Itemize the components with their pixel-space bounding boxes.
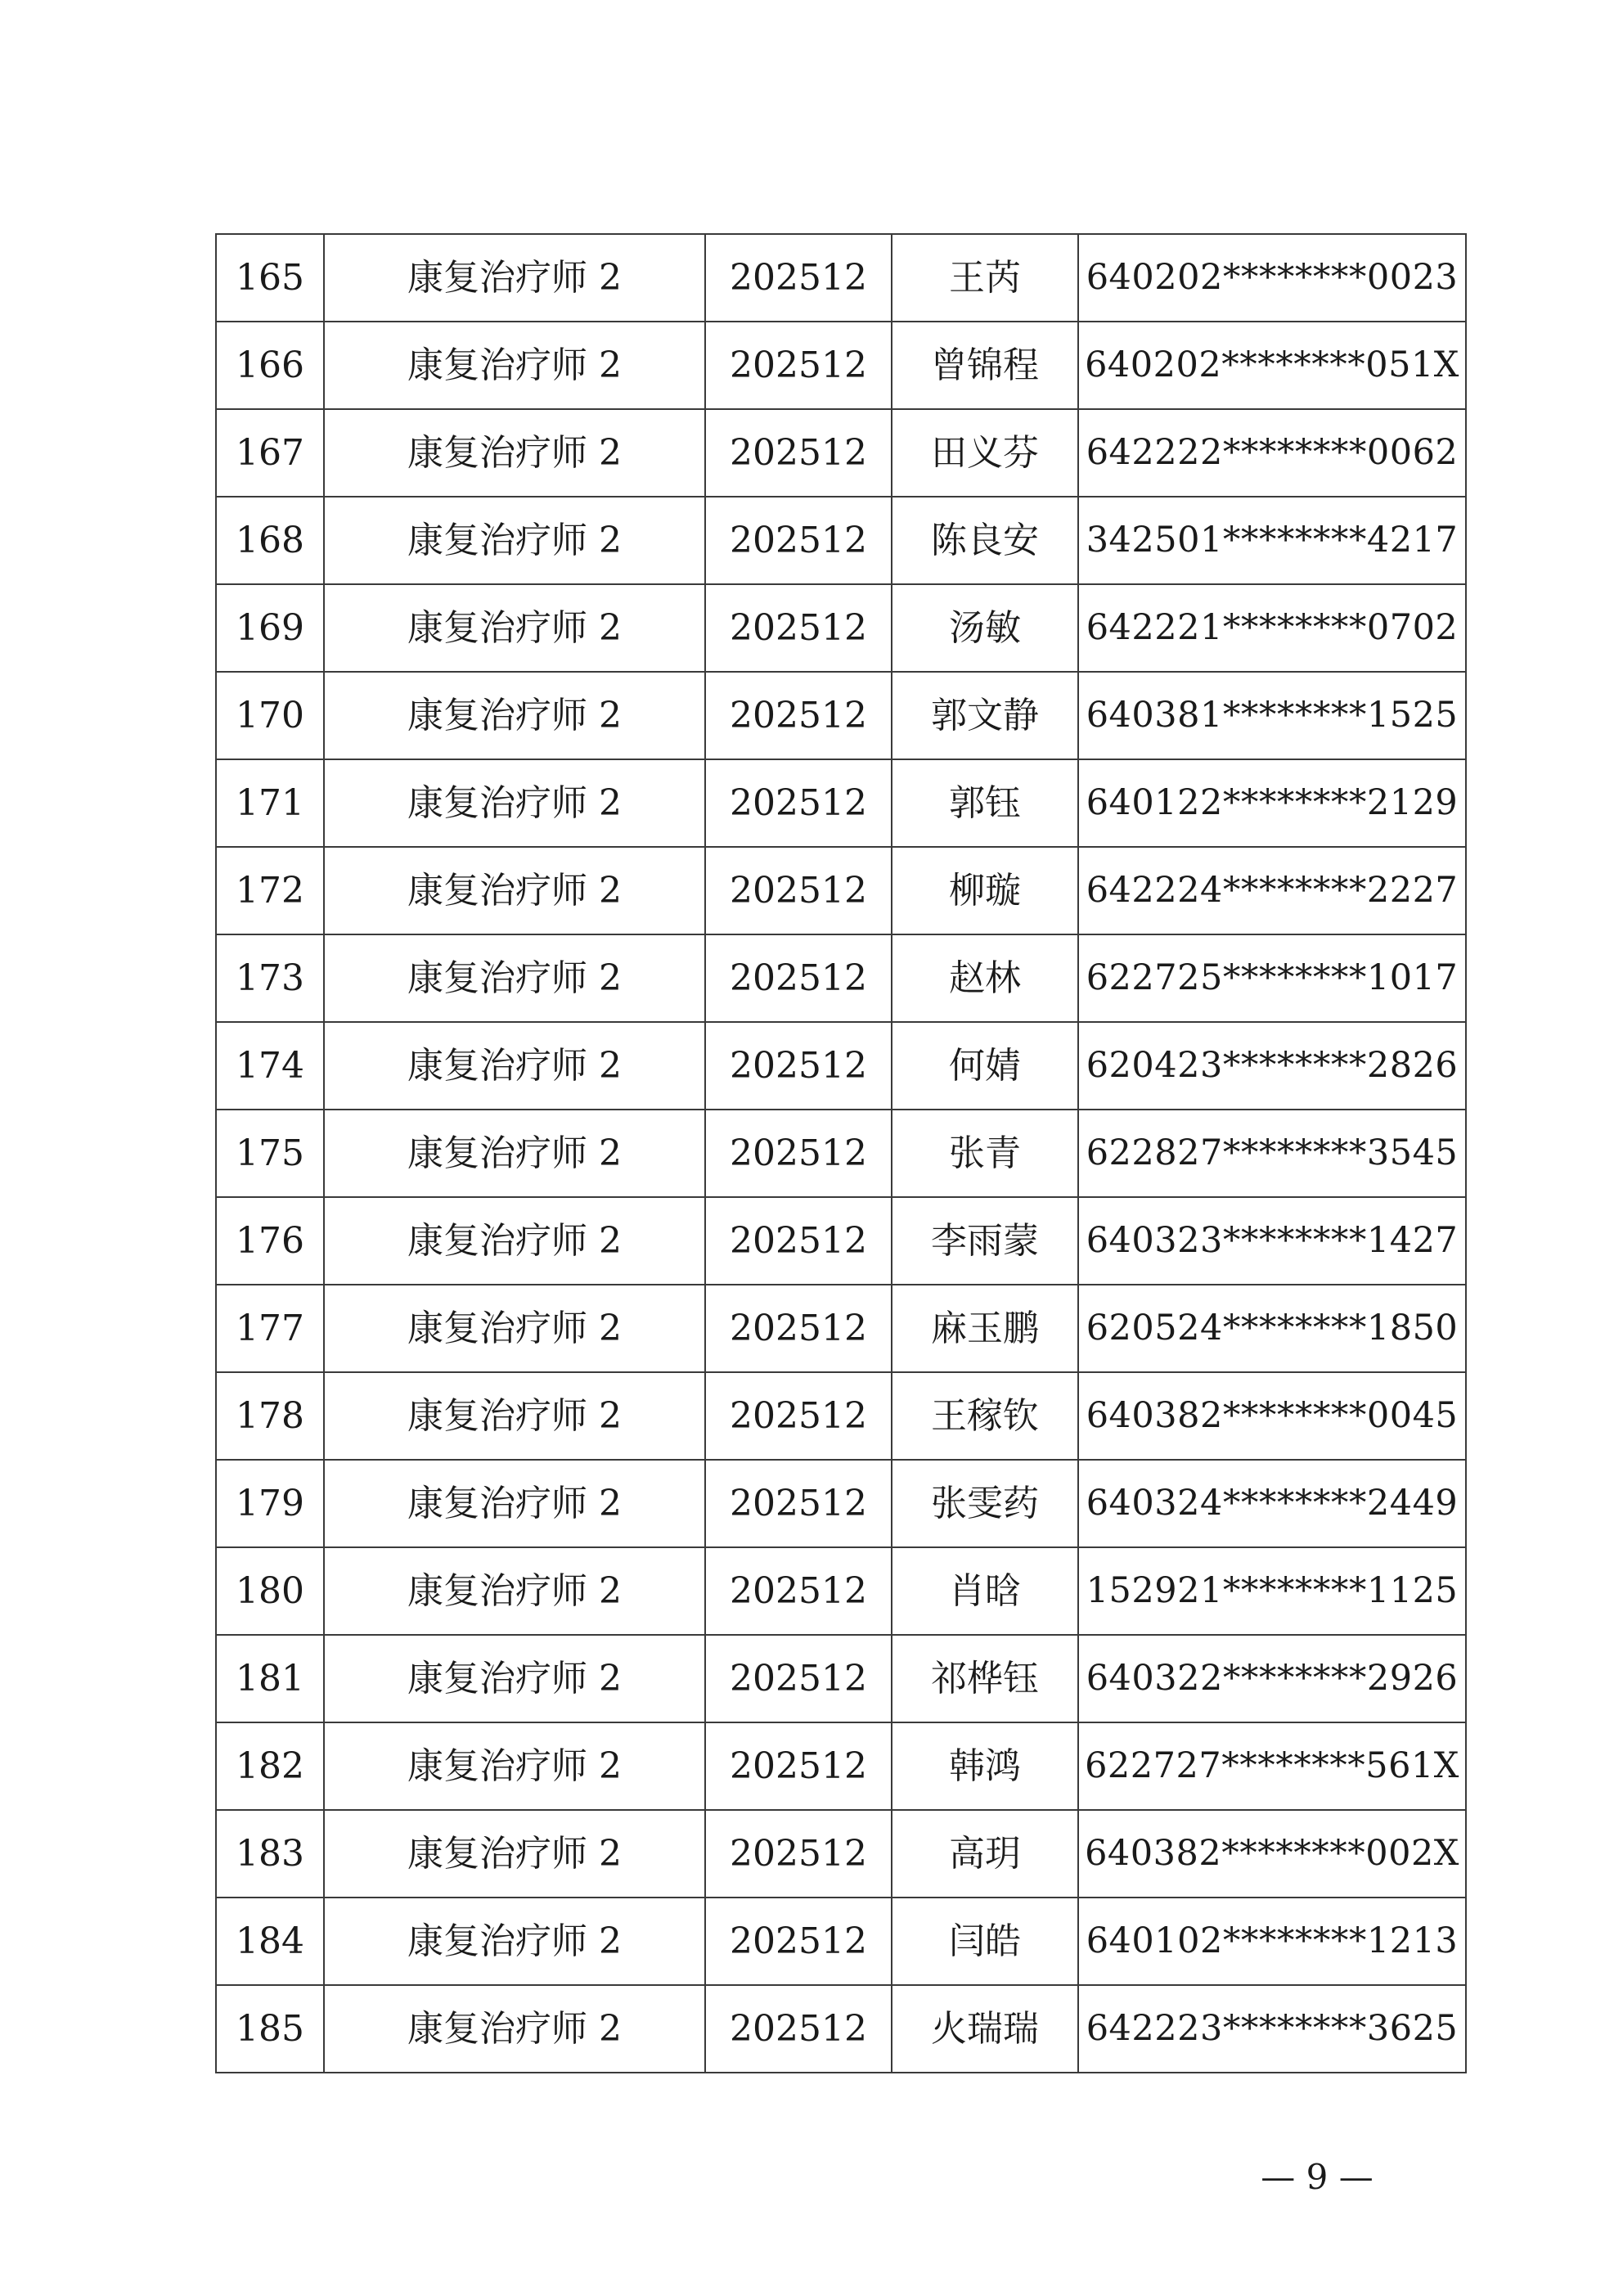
table-row xyxy=(216,234,1466,322)
table-body xyxy=(216,234,1466,2073)
table-row xyxy=(216,759,1466,847)
position-cell: 康复治疗师 2 xyxy=(324,409,705,497)
id-number-cell: 152921********1125 xyxy=(1078,1547,1466,1635)
candidate-name-cell: 韩鸿 xyxy=(892,1722,1078,1810)
id-number-cell: 342501********4217 xyxy=(1078,497,1466,584)
row-number-cell: 182 xyxy=(216,1722,324,1810)
position-code-cell: 202512 xyxy=(705,1898,892,1985)
row-number-cell: 176 xyxy=(216,1197,324,1285)
id-number-cell: 642222********0062 xyxy=(1078,409,1466,497)
id-number-cell: 640382********0045 xyxy=(1078,1372,1466,1460)
position-cell: 康复治疗师 2 xyxy=(324,1722,705,1810)
id-number-cell: 642224********2227 xyxy=(1078,847,1466,934)
candidate-name-cell: 闫皓 xyxy=(892,1898,1078,1985)
position-cell: 康复治疗师 2 xyxy=(324,322,705,409)
table-row xyxy=(216,584,1466,672)
candidate-name-cell: 王稼钦 xyxy=(892,1372,1078,1460)
position-cell: 康复治疗师 2 xyxy=(324,1197,705,1285)
table-row xyxy=(216,1372,1466,1460)
table-row xyxy=(216,1285,1466,1372)
id-number-cell: 640202********051X xyxy=(1078,322,1466,409)
row-number-cell: 183 xyxy=(216,1810,324,1898)
row-number-cell: 178 xyxy=(216,1372,324,1460)
row-number-cell: 170 xyxy=(216,672,324,759)
candidate-name-cell: 张雯药 xyxy=(892,1460,1078,1547)
table-row xyxy=(216,1898,1466,1985)
row-number-cell: 171 xyxy=(216,759,324,847)
table-row xyxy=(216,672,1466,759)
position-cell: 康复治疗师 2 xyxy=(324,584,705,672)
position-code-cell: 202512 xyxy=(705,1722,892,1810)
candidate-name-cell: 柳璇 xyxy=(892,847,1078,934)
table-row xyxy=(216,847,1466,934)
row-number-cell: 177 xyxy=(216,1285,324,1372)
position-code-cell: 202512 xyxy=(705,847,892,934)
position-cell: 康复治疗师 2 xyxy=(324,1285,705,1372)
table-row xyxy=(216,322,1466,409)
position-code-cell: 202512 xyxy=(705,759,892,847)
row-number-cell: 165 xyxy=(216,234,324,322)
id-number-cell: 640324********2449 xyxy=(1078,1460,1466,1547)
candidate-name-cell: 曾锦程 xyxy=(892,322,1078,409)
row-number-cell: 173 xyxy=(216,934,324,1022)
candidate-name-cell: 高玥 xyxy=(892,1810,1078,1898)
row-number-cell: 184 xyxy=(216,1898,324,1985)
table-row xyxy=(216,409,1466,497)
id-number-cell: 620524********1850 xyxy=(1078,1285,1466,1372)
position-code-cell: 202512 xyxy=(705,1372,892,1460)
candidate-name-cell: 陈良安 xyxy=(892,497,1078,584)
position-code-cell: 202512 xyxy=(705,1110,892,1197)
position-code-cell: 202512 xyxy=(705,1197,892,1285)
position-cell: 康复治疗师 2 xyxy=(324,1372,705,1460)
candidate-name-cell: 火瑞瑞 xyxy=(892,1985,1078,2073)
position-cell: 康复治疗师 2 xyxy=(324,1460,705,1547)
table-row xyxy=(216,1110,1466,1197)
position-cell: 康复治疗师 2 xyxy=(324,672,705,759)
position-cell: 康复治疗师 2 xyxy=(324,1898,705,1985)
row-number-cell: 181 xyxy=(216,1635,324,1722)
table-row xyxy=(216,1635,1466,1722)
id-number-cell: 640322********2926 xyxy=(1078,1635,1466,1722)
position-code-cell: 202512 xyxy=(705,584,892,672)
candidate-name-cell: 肖晗 xyxy=(892,1547,1078,1635)
position-code-cell: 202512 xyxy=(705,322,892,409)
candidate-name-cell: 王芮 xyxy=(892,234,1078,322)
candidate-table xyxy=(215,233,1467,2073)
table-row xyxy=(216,934,1466,1022)
position-code-cell: 202512 xyxy=(705,1635,892,1722)
table-row xyxy=(216,1197,1466,1285)
position-code-cell: 202512 xyxy=(705,1985,892,2073)
position-code-cell: 202512 xyxy=(705,1022,892,1110)
id-number-cell: 640102********1213 xyxy=(1078,1898,1466,1985)
position-code-cell: 202512 xyxy=(705,409,892,497)
id-number-cell: 622725********1017 xyxy=(1078,934,1466,1022)
position-cell: 康复治疗师 2 xyxy=(324,1022,705,1110)
candidate-name-cell: 郭钰 xyxy=(892,759,1078,847)
id-number-cell: 622827********3545 xyxy=(1078,1110,1466,1197)
candidate-name-cell: 何婧 xyxy=(892,1022,1078,1110)
position-cell: 康复治疗师 2 xyxy=(324,234,705,322)
id-number-cell: 622727********561X xyxy=(1078,1722,1466,1810)
candidate-name-cell: 郭文静 xyxy=(892,672,1078,759)
id-number-cell: 640202********0023 xyxy=(1078,234,1466,322)
position-code-cell: 202512 xyxy=(705,1810,892,1898)
position-code-cell: 202512 xyxy=(705,934,892,1022)
id-number-cell: 640381********1525 xyxy=(1078,672,1466,759)
position-cell: 康复治疗师 2 xyxy=(324,497,705,584)
position-cell: 康复治疗师 2 xyxy=(324,1810,705,1898)
position-code-cell: 202512 xyxy=(705,1547,892,1635)
table-row xyxy=(216,1022,1466,1110)
row-number-cell: 172 xyxy=(216,847,324,934)
table-row xyxy=(216,1810,1466,1898)
table-row xyxy=(216,497,1466,584)
table-row xyxy=(216,1985,1466,2073)
position-cell: 康复治疗师 2 xyxy=(324,1110,705,1197)
candidate-name-cell: 麻玉鹏 xyxy=(892,1285,1078,1372)
id-number-cell: 640323********1427 xyxy=(1078,1197,1466,1285)
row-number-cell: 185 xyxy=(216,1985,324,2073)
position-cell: 康复治疗师 2 xyxy=(324,1635,705,1722)
table-row xyxy=(216,1460,1466,1547)
candidate-name-cell: 汤敏 xyxy=(892,584,1078,672)
position-cell: 康复治疗师 2 xyxy=(324,1547,705,1635)
table-row xyxy=(216,1722,1466,1810)
candidate-name-cell: 赵林 xyxy=(892,934,1078,1022)
candidate-name-cell: 张青 xyxy=(892,1110,1078,1197)
position-code-cell: 202512 xyxy=(705,1285,892,1372)
row-number-cell: 179 xyxy=(216,1460,324,1547)
position-code-cell: 202512 xyxy=(705,497,892,584)
candidate-name-cell: 祁桦钰 xyxy=(892,1635,1078,1722)
id-number-cell: 620423********2826 xyxy=(1078,1022,1466,1110)
id-number-cell: 640382********002X xyxy=(1078,1810,1466,1898)
row-number-cell: 167 xyxy=(216,409,324,497)
position-cell: 康复治疗师 2 xyxy=(324,1985,705,2073)
page-number: — 9 — xyxy=(1261,2157,1373,2197)
id-number-cell: 642223********3625 xyxy=(1078,1985,1466,2073)
candidate-name-cell: 田义芬 xyxy=(892,409,1078,497)
position-cell: 康复治疗师 2 xyxy=(324,759,705,847)
row-number-cell: 180 xyxy=(216,1547,324,1635)
id-number-cell: 640122********2129 xyxy=(1078,759,1466,847)
position-code-cell: 202512 xyxy=(705,672,892,759)
position-cell: 康复治疗师 2 xyxy=(324,934,705,1022)
row-number-cell: 174 xyxy=(216,1022,324,1110)
row-number-cell: 166 xyxy=(216,322,324,409)
position-code-cell: 202512 xyxy=(705,1460,892,1547)
position-cell: 康复治疗师 2 xyxy=(324,847,705,934)
candidate-name-cell: 李雨蒙 xyxy=(892,1197,1078,1285)
position-code-cell: 202512 xyxy=(705,234,892,322)
id-number-cell: 642221********0702 xyxy=(1078,584,1466,672)
row-number-cell: 175 xyxy=(216,1110,324,1197)
row-number-cell: 169 xyxy=(216,584,324,672)
table-row xyxy=(216,1547,1466,1635)
row-number-cell: 168 xyxy=(216,497,324,584)
